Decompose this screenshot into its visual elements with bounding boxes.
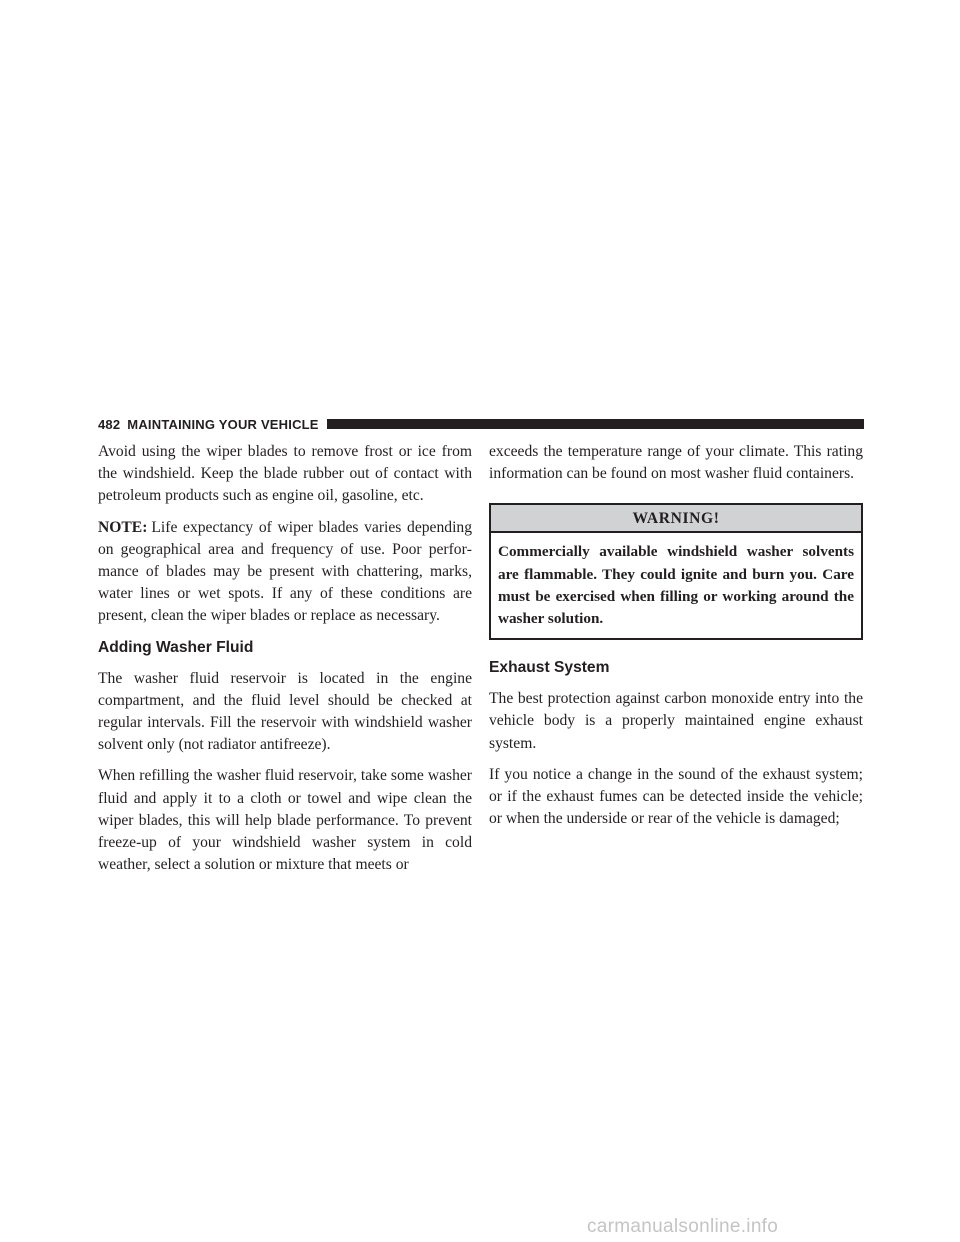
left-column bbox=[98, 441, 472, 886]
page-number: 482 bbox=[98, 416, 121, 432]
note-text: Life expectancy of wiper blades varies depending on geographical area and frequency of use. Poor performance of blades may be present with chattering, marks, water lines or wet spots. If any of these conditions are present, clean the wiper blades or replace as necessary. bbox=[98, 518, 472, 625]
washer-reservoir-paragraph: The washer fluid reservoir is located in the engine compartment, and the fluid level should be checked at regular intervals. Fill the reservoir with windshield washer solvent only (not radiator antifreeze). bbox=[98, 669, 472, 754]
page-header bbox=[98, 415, 864, 433]
note-label: NOTE: bbox=[98, 518, 148, 536]
washer-refill-paragraph: When refilling the washer fluid reservoir, take some washer fluid and apply it to a cloth or towel and wipe clean the wiper blades, this will help blade performance. To prevent freeze-up of your windshield washer system in cold weather, select a solution or mixture that meets or bbox=[98, 767, 472, 874]
temperature-paragraph: exceeds the temperature range of your climate. This rating information can be found on most washer fluid containers. bbox=[489, 443, 863, 483]
header-rule bbox=[327, 419, 864, 429]
watermark: carmanualsonline.info bbox=[587, 1216, 779, 1237]
exhaust-protection-paragraph: The best protection against carbon monoxide entry into the vehicle body is a properly maintained engine exhaust system. bbox=[489, 690, 863, 752]
note-paragraph bbox=[98, 517, 472, 628]
warning-text: Commercially available windshield washer solvents are flammable. They could ignite and burn you. Care must be exercised when filling or working around the washer solution. bbox=[498, 543, 854, 628]
exhaust-system-heading: Exhaust System bbox=[489, 659, 610, 677]
right-column bbox=[489, 441, 863, 840]
wiper-paragraph: Avoid using the wiper blades to remove frost or ice from the windshield. Keep the blade rubber out of contact with petroleum products such as engine oil, gasoline, etc. bbox=[98, 443, 472, 505]
warning-title: WARNING! bbox=[491, 505, 861, 533]
warning-box bbox=[489, 503, 863, 640]
washer-fluid-heading: Adding Washer Fluid bbox=[98, 638, 254, 656]
exhaust-change-paragraph: If you notice a change in the sound of the exhaust system; or if the exhaust fumes can be detected inside the vehicle; or when the underside or rear of the vehicle is damaged; bbox=[489, 765, 863, 828]
section-title: MAINTAINING YOUR VEHICLE bbox=[127, 416, 319, 432]
